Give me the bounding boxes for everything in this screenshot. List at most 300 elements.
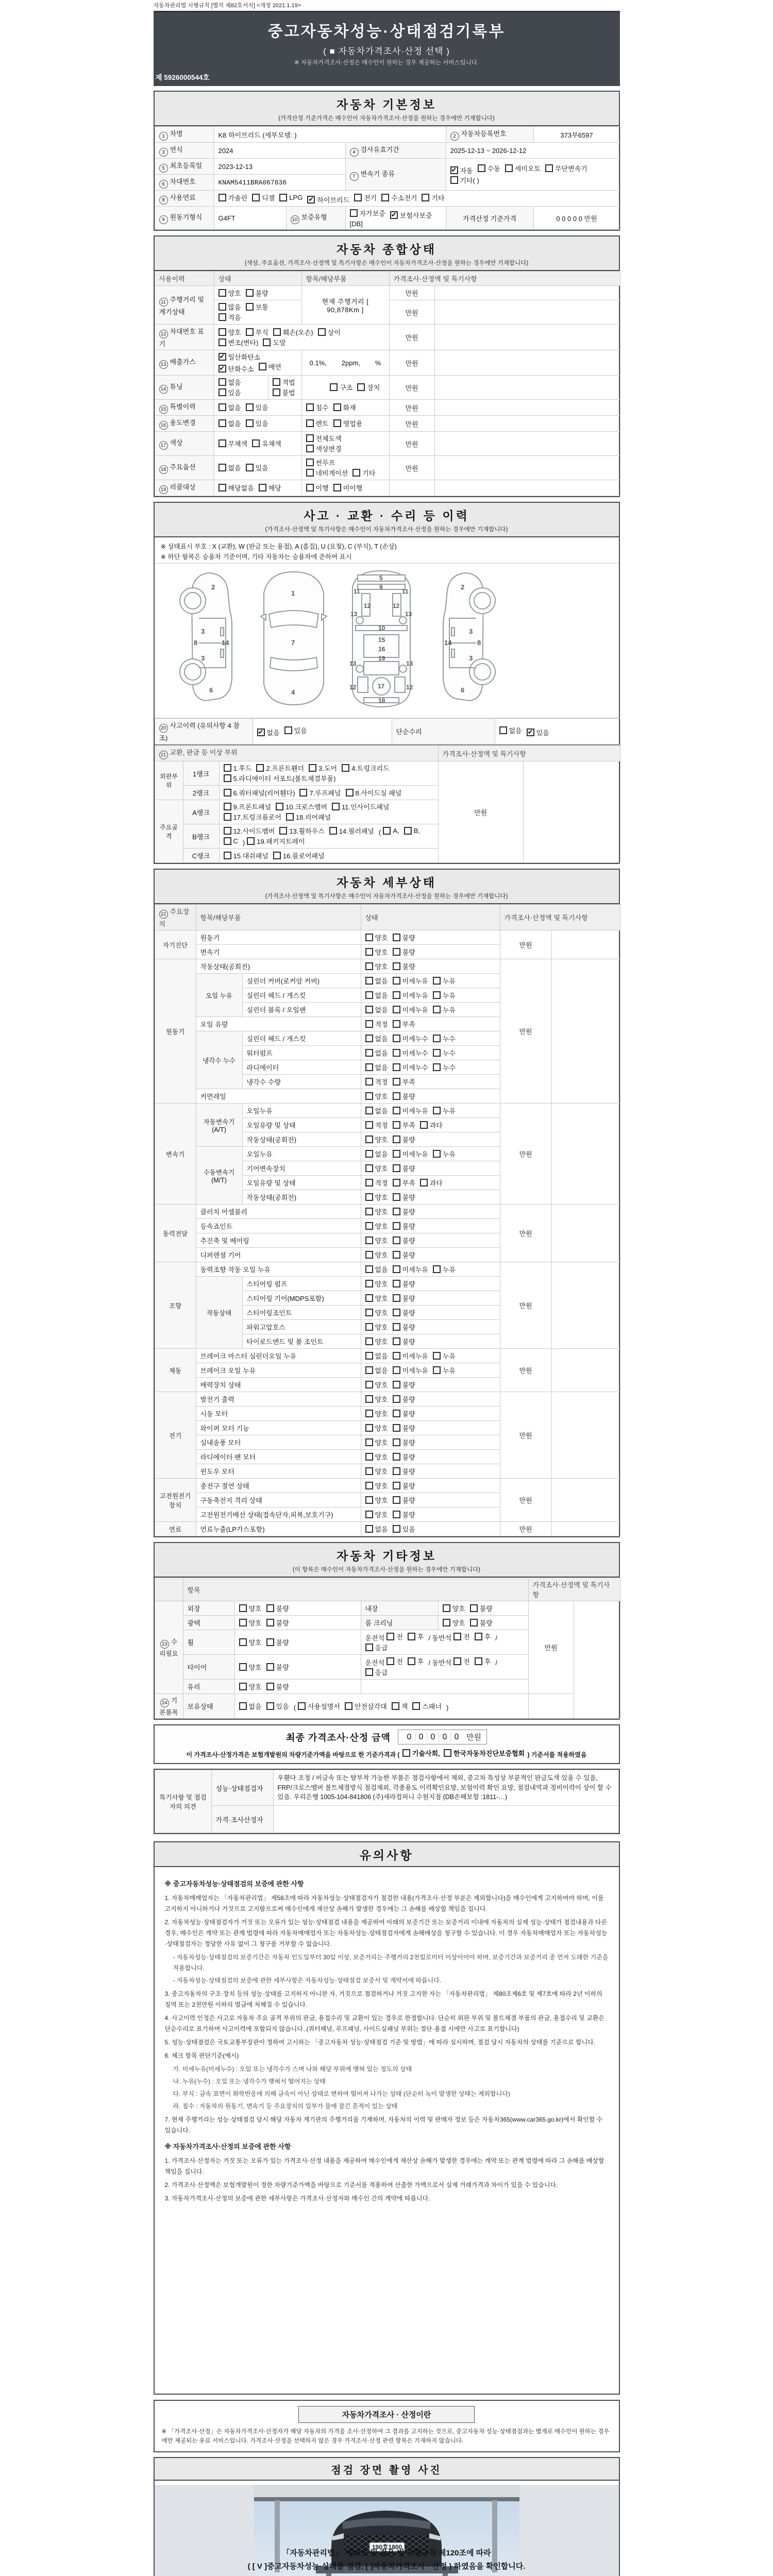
table-cell xyxy=(196,1507,361,1522)
checkbox-전[interactable] xyxy=(453,1656,470,1666)
checkbox-많음[interactable] xyxy=(219,302,241,312)
checkbox-유채색[interactable] xyxy=(252,438,281,448)
checkbox-미이행[interactable] xyxy=(333,483,363,493)
checkbox-불량[interactable] xyxy=(266,1662,289,1672)
checkbox-변조(변타)[interactable] xyxy=(219,337,259,347)
checkbox-없음[interactable] xyxy=(365,1365,388,1375)
checkbox-부족[interactable] xyxy=(393,1077,415,1087)
checkbox-불량[interactable] xyxy=(393,1235,415,1245)
table-cell xyxy=(183,1694,234,1719)
checkbox-양호[interactable] xyxy=(239,1618,262,1628)
checkbox-후[interactable] xyxy=(408,1632,424,1641)
checkbox-10.크로스멤버[interactable] xyxy=(276,802,327,811)
checkbox-매연[interactable] xyxy=(259,362,281,371)
checkbox-한국자동차진단보증협회[interactable] xyxy=(444,1748,525,1758)
checkbox-없음[interactable] xyxy=(499,725,522,735)
checkbox-전[interactable] xyxy=(386,1656,403,1666)
checkbox-label: 양호 xyxy=(375,1395,388,1403)
checkbox-양호[interactable] xyxy=(365,1235,388,1245)
svg-text:5: 5 xyxy=(379,574,383,582)
unchecked-checkbox-icon xyxy=(273,852,281,859)
checkbox-양호[interactable] xyxy=(365,961,388,971)
checkbox-불량[interactable] xyxy=(393,1380,415,1389)
checkbox-cell xyxy=(361,1075,500,1089)
checkbox-자동[interactable] xyxy=(450,165,473,175)
checkbox-양호[interactable] xyxy=(365,1192,388,1202)
table-cell xyxy=(242,1132,361,1147)
unchecked-checkbox-icon xyxy=(239,1663,247,1671)
checkbox-후[interactable] xyxy=(475,1656,491,1666)
checkbox-불량[interactable] xyxy=(393,1091,415,1101)
cell-text: B랭크 xyxy=(192,833,210,841)
table-cell xyxy=(361,1680,528,1694)
opinion-appraiser-label: 가격·조사산정자 xyxy=(211,1806,273,1833)
checkbox-불량[interactable] xyxy=(246,288,268,298)
checkbox-불량[interactable] xyxy=(266,1618,289,1628)
checkbox-양호[interactable] xyxy=(365,1279,388,1289)
checkbox-15.대쉬패널[interactable] xyxy=(224,851,268,860)
checkbox-13.휠하우스[interactable] xyxy=(279,826,324,836)
checkbox-양호[interactable] xyxy=(365,1250,388,1260)
checkbox-label: 양호 xyxy=(248,1638,262,1647)
checkbox-양호[interactable] xyxy=(365,1510,388,1519)
table-cell xyxy=(155,1262,196,1349)
cell-text: 배출가스 xyxy=(170,358,196,366)
section-comprehensive-subtitle: (색상, 주요옵션, 가격조사·산정액 및 특기사항은 매수인이 자동차가격조사·산정을 원하는 경우에만 기재합니다) xyxy=(244,260,529,266)
checkbox-cell xyxy=(361,1277,500,1291)
unchecked-checkbox-icon xyxy=(408,1657,415,1665)
notice-line: 나. 누유(누수) : 오일 또는 냉각수가 맺혀서 떨어지는 상태 xyxy=(173,2077,326,2085)
checkbox-수동[interactable] xyxy=(478,163,500,173)
checkbox-label: 부족 xyxy=(402,1078,415,1086)
checkbox-양호[interactable] xyxy=(365,1207,388,1216)
table-cell xyxy=(214,207,286,230)
checkbox-양호[interactable] xyxy=(239,1603,262,1613)
checkbox-있음[interactable] xyxy=(246,402,268,412)
unchecked-checkbox-icon xyxy=(365,1179,373,1187)
checkbox-불량[interactable] xyxy=(470,1603,493,1613)
checkbox-cell xyxy=(438,1616,528,1630)
checkbox-양호[interactable] xyxy=(365,1437,388,1447)
checkbox-렌트[interactable] xyxy=(306,418,329,428)
checkbox-전[interactable] xyxy=(386,1632,403,1641)
checkbox-화재[interactable] xyxy=(333,402,356,412)
checkbox-17.트렁크플로어[interactable] xyxy=(224,812,281,822)
checkbox-누유[interactable] xyxy=(433,1365,456,1375)
checkbox-이행[interactable] xyxy=(306,483,329,493)
checkbox-불량[interactable] xyxy=(393,1510,415,1519)
checkbox-양호[interactable] xyxy=(365,1134,388,1144)
checkbox-없음[interactable] xyxy=(365,1033,388,1043)
svg-text:8: 8 xyxy=(193,639,197,647)
checkbox-없음[interactable] xyxy=(365,1351,388,1361)
checkbox-불량[interactable] xyxy=(266,1603,289,1613)
checkbox-label: 부족 xyxy=(402,1121,415,1129)
checkbox-불량[interactable] xyxy=(393,1322,415,1332)
unchecked-checkbox-icon xyxy=(422,194,429,201)
cell-text: 변속기 종류 xyxy=(360,170,395,178)
checkbox-label: 불량 xyxy=(255,289,268,297)
checkbox-양호[interactable] xyxy=(365,1221,388,1231)
checkbox-해당[interactable] xyxy=(259,483,281,493)
checkbox-B,[interactable] xyxy=(404,827,420,835)
checkbox-무단변속기[interactable] xyxy=(545,163,587,173)
checkbox-장치[interactable] xyxy=(357,382,380,392)
cell-text: 차명 xyxy=(170,130,183,138)
checkbox-있음[interactable] xyxy=(246,418,268,428)
checkbox-과다[interactable] xyxy=(420,1178,443,1188)
checkbox-미세누유[interactable] xyxy=(393,976,428,986)
checkbox-불량[interactable] xyxy=(470,1618,493,1628)
checkbox-cell xyxy=(214,300,301,325)
checkbox-양호[interactable] xyxy=(365,1163,388,1173)
checkbox-후[interactable] xyxy=(408,1656,424,1666)
checkbox-label: 이행 xyxy=(315,484,329,492)
checkbox-불법[interactable] xyxy=(273,387,295,397)
unchecked-checkbox-icon xyxy=(239,1638,247,1646)
checkbox-구조[interactable] xyxy=(330,382,352,392)
checkbox-label: 후 xyxy=(417,1658,424,1666)
table-cell xyxy=(533,127,620,143)
checkbox-누유[interactable] xyxy=(433,1351,456,1361)
unchecked-checkbox-icon xyxy=(420,1179,428,1187)
unchecked-checkbox-icon xyxy=(246,289,254,297)
checkbox-양호[interactable] xyxy=(365,1336,388,1346)
unchecked-checkbox-icon xyxy=(393,1092,400,1100)
checkbox-부족[interactable] xyxy=(393,1178,415,1188)
checkbox-양호[interactable] xyxy=(365,1423,388,1433)
checkbox-불량[interactable] xyxy=(393,947,415,957)
checkbox-cell xyxy=(361,1104,500,1118)
checkbox-19.패키지트레이[interactable] xyxy=(247,836,305,846)
checkbox-상이[interactable] xyxy=(318,327,341,337)
checkbox-양호[interactable] xyxy=(365,947,388,957)
circled-number: 23 xyxy=(160,1640,169,1649)
checkbox-스패너[interactable] xyxy=(412,1701,442,1711)
checkbox-적정[interactable] xyxy=(365,1120,388,1130)
unchecked-checkbox-icon xyxy=(219,484,226,492)
checkbox-불량[interactable] xyxy=(393,1134,415,1144)
checkbox-적법[interactable] xyxy=(273,377,295,387)
checkbox-12.사이드멤버[interactable] xyxy=(224,826,275,836)
notice-line: 4. 사고이력 인정은 사고로 자동차 주요 골격 부위의 판금, 용접수리 및 교환이 있는 경우로 한정합니다. 단순히 외판 부위 및 볼트체결 부품의 판금, 용접수리 및 교환은 단순수리로 표기하며 사고이력에 포함되지 않습니다. (쿼터패널, 루프패널, 사이드실패널 부위는 절단·용접 시에만 사고로 표기합니다) xyxy=(164,2014,605,2032)
checkbox-누유[interactable] xyxy=(433,990,456,1000)
unchecked-checkbox-icon xyxy=(393,1337,400,1345)
checkbox-없음[interactable] xyxy=(239,1701,262,1711)
checkbox-없음[interactable] xyxy=(365,1264,388,1274)
checkbox-불량[interactable] xyxy=(393,1466,415,1476)
checkbox-적정[interactable] xyxy=(365,1019,388,1029)
table-cell xyxy=(242,1190,361,1205)
checkbox-18.리어패널[interactable] xyxy=(286,812,331,822)
checkbox-양호[interactable] xyxy=(365,1380,388,1389)
checkbox-양호[interactable] xyxy=(365,1495,388,1505)
checkbox-부식[interactable] xyxy=(246,327,268,337)
checkbox-16.플로어패널[interactable] xyxy=(273,851,325,860)
checkbox-label: 5.라디에이터 서포트(볼트체결부품) xyxy=(233,775,336,783)
checked-checkbox-icon: ✔ xyxy=(257,728,265,736)
checkbox-양호[interactable] xyxy=(365,1452,388,1462)
checkbox-양호[interactable] xyxy=(365,1481,388,1490)
checkbox-있음[interactable] xyxy=(246,463,268,472)
checkbox-네비게이션[interactable] xyxy=(306,468,348,478)
checkbox-양호[interactable] xyxy=(239,1662,262,1672)
checkbox-색상변경[interactable] xyxy=(306,444,342,453)
checkbox-없음[interactable] xyxy=(365,1048,388,1058)
checkbox-안전삼각대[interactable] xyxy=(345,1701,387,1711)
cell-text: 실린더 헤드 / 개스킷 xyxy=(246,992,306,999)
table-cell xyxy=(196,1363,361,1378)
table-cell xyxy=(183,1655,234,1680)
unchecked-checkbox-icon xyxy=(365,1366,373,1374)
checkbox-적정[interactable] xyxy=(365,1077,388,1087)
amount-digit: 0 xyxy=(439,1733,450,1742)
checkbox-불량[interactable] xyxy=(393,1409,415,1418)
checkbox-C[interactable] xyxy=(224,837,238,845)
table-cell xyxy=(389,286,434,300)
checkbox-미세누유[interactable] xyxy=(393,1106,428,1115)
checked-checkbox-icon: ✔ xyxy=(450,166,458,174)
checkbox-양호[interactable] xyxy=(365,1293,388,1303)
checkbox-양호[interactable] xyxy=(219,288,241,298)
unchecked-checkbox-icon xyxy=(365,1236,373,1244)
checkbox-없음[interactable] xyxy=(365,1524,388,1534)
checkbox-양호[interactable] xyxy=(365,1308,388,1317)
checkbox-불량[interactable] xyxy=(393,1250,415,1260)
checkbox-누유[interactable] xyxy=(433,1264,456,1274)
checkbox-있음[interactable] xyxy=(527,727,549,737)
checkbox-사용설명서[interactable] xyxy=(298,1701,340,1711)
checkbox-기타[interactable] xyxy=(352,468,375,478)
checkbox-과다[interactable] xyxy=(420,1120,443,1130)
final-price-amount xyxy=(398,1730,487,1744)
checkbox-LPG[interactable] xyxy=(279,194,303,201)
checkbox-누유[interactable] xyxy=(433,1005,456,1014)
checkbox-8.사이드실 패널[interactable] xyxy=(346,788,402,798)
checkbox-3.도어[interactable] xyxy=(309,763,337,773)
cell-text: 냉각수 누수 xyxy=(203,1057,236,1064)
checkbox-없음[interactable] xyxy=(365,1062,388,1072)
checkbox-미세누유[interactable] xyxy=(393,990,428,1000)
checkbox-기타[interactable] xyxy=(422,193,444,202)
checkbox-미세누수[interactable] xyxy=(393,1048,428,1058)
cell-text: 연료누출(LP가스포함) xyxy=(200,1526,265,1533)
checkbox-불량[interactable] xyxy=(393,1481,415,1490)
checkbox-불량[interactable] xyxy=(266,1682,289,1691)
checkbox-양호[interactable] xyxy=(239,1682,262,1691)
checkbox-침수[interactable] xyxy=(306,402,329,412)
checkbox-불량[interactable] xyxy=(393,961,415,971)
checkbox-자가보증[interactable] xyxy=(350,208,385,218)
checkbox-수소전기[interactable] xyxy=(381,193,417,202)
checkbox-누유[interactable] xyxy=(433,1106,456,1115)
checkbox-cell xyxy=(361,1190,500,1205)
checkbox-누유[interactable] xyxy=(433,1149,456,1159)
cell-text: 최초등록일 xyxy=(170,162,203,170)
checkbox-label: 없음 xyxy=(266,729,280,737)
checkbox-없음[interactable] xyxy=(365,1149,388,1159)
checkbox-불량[interactable] xyxy=(393,1495,415,1505)
checkbox-불량[interactable] xyxy=(393,1437,415,1447)
checkbox-영업용[interactable] xyxy=(333,418,363,428)
checkbox-불량[interactable] xyxy=(393,1221,415,1231)
checkbox-cell xyxy=(361,1363,500,1378)
checkbox-도말[interactable] xyxy=(263,337,285,347)
checkbox-불량[interactable] xyxy=(393,1308,415,1317)
checkbox-양호[interactable] xyxy=(365,1091,388,1101)
checkbox-응급[interactable] xyxy=(365,1642,388,1652)
checkbox-잭[interactable] xyxy=(392,1701,408,1711)
checkbox-세미오토[interactable] xyxy=(505,163,541,173)
checkbox-양호[interactable] xyxy=(443,1618,465,1628)
checkbox-썬루프[interactable] xyxy=(306,457,335,467)
checkbox-없음[interactable] xyxy=(365,990,388,1000)
table-cell xyxy=(434,376,620,400)
unchecked-checkbox-icon xyxy=(393,1424,400,1432)
checkbox-미세누유[interactable] xyxy=(393,1264,428,1274)
checkbox-미세누유[interactable] xyxy=(393,1351,428,1361)
checkbox-6.쿼터패널(리어휀다)[interactable] xyxy=(224,788,295,798)
checkbox-기술사회[interactable] xyxy=(402,1748,440,1758)
checkbox-label: 보험사보증 xyxy=(399,212,432,219)
checkbox-14.필러패널[interactable] xyxy=(329,826,374,836)
checkbox-불량[interactable] xyxy=(266,1637,289,1647)
checkbox-보통[interactable] xyxy=(246,302,268,312)
checkbox-9.프론트패널[interactable] xyxy=(224,802,272,811)
checkbox-불량[interactable] xyxy=(393,1394,415,1404)
checkbox-양호[interactable] xyxy=(365,1466,388,1476)
checkbox-양호[interactable] xyxy=(219,327,241,337)
checkbox-전기[interactable] xyxy=(354,193,377,202)
table-cell xyxy=(500,1262,551,1349)
checkbox-불량[interactable] xyxy=(393,1336,415,1346)
checkbox-적정[interactable] xyxy=(365,1178,388,1188)
checkbox-불량[interactable] xyxy=(393,1192,415,1202)
checkbox-해당없음[interactable] xyxy=(219,483,254,493)
checkbox-없음[interactable] xyxy=(365,1106,388,1115)
checkbox-있음[interactable] xyxy=(393,1524,415,1534)
checkbox-label: 양호 xyxy=(248,1683,262,1691)
checkbox-없음[interactable] xyxy=(219,402,241,412)
checkbox-cell xyxy=(361,1233,500,1248)
checkbox-누유[interactable] xyxy=(433,976,456,986)
checkbox-일산화탄소[interactable] xyxy=(219,352,261,362)
checkbox-미세누유[interactable] xyxy=(393,1005,428,1014)
checkbox-디젤[interactable] xyxy=(252,193,275,202)
cell-text: 상태 xyxy=(365,914,378,922)
checkbox-누수[interactable] xyxy=(433,1048,456,1058)
checkbox-없음[interactable] xyxy=(219,418,241,428)
checkbox-없음[interactable] xyxy=(365,976,388,986)
notice-line: 라. 침수 : 자동차의 원동기, 변속기 등 주요장치의 일부가 물에 잠긴 흔적이 있는 상태 xyxy=(173,2102,398,2110)
cell-text: 사용연료 xyxy=(170,194,196,201)
checkbox-불량[interactable] xyxy=(393,1279,415,1289)
checkbox-하이브리드[interactable] xyxy=(307,195,349,205)
checkbox-양호[interactable] xyxy=(365,933,388,942)
checkbox-양호[interactable] xyxy=(365,1409,388,1418)
checkbox-5.라디에이터 서포트(볼트체결부품)[interactable] xyxy=(224,773,336,783)
checkbox-적음[interactable] xyxy=(219,312,241,322)
checkbox-양호[interactable] xyxy=(365,1322,388,1332)
checkbox-없음[interactable] xyxy=(365,1005,388,1014)
unchecked-checkbox-icon xyxy=(306,434,314,442)
unchecked-checkbox-icon xyxy=(365,1006,373,1013)
checkbox-4.트렁크리드[interactable] xyxy=(342,763,390,773)
checkbox-없음[interactable] xyxy=(219,463,241,472)
checkbox-누수[interactable] xyxy=(433,1062,456,1072)
cell-text: 수리필요 xyxy=(159,1638,178,1657)
checkbox-2.프론트휀더[interactable] xyxy=(256,763,304,773)
checkbox-있음[interactable] xyxy=(266,1701,289,1711)
checkbox-있음[interactable] xyxy=(284,725,307,735)
checkbox-보험사보증[interactable] xyxy=(390,210,432,220)
checkbox-가솔린[interactable] xyxy=(219,193,248,202)
cell-text: 검사유효기간 xyxy=(360,146,399,154)
checkbox-양호[interactable] xyxy=(239,1637,262,1647)
checkbox-미세누수[interactable] xyxy=(393,1062,428,1072)
checkbox-탄화수소[interactable] xyxy=(219,364,254,374)
table-cell xyxy=(446,127,533,143)
checkbox-불량[interactable] xyxy=(393,933,415,942)
checkbox-부족[interactable] xyxy=(393,1120,415,1130)
unchecked-checkbox-icon xyxy=(392,1702,399,1710)
checkbox-label: 미세누유 xyxy=(402,1265,428,1274)
cell-text: 실린더 커버(로커암 커버) xyxy=(246,977,320,985)
checkbox-cell xyxy=(345,207,446,230)
unchecked-checkbox-icon xyxy=(365,1511,373,1518)
cell-text: 2024 xyxy=(218,146,233,155)
checkbox-전[interactable] xyxy=(453,1632,470,1641)
checkbox-전체도색[interactable] xyxy=(306,433,342,443)
unchecked-checkbox-icon xyxy=(478,164,485,172)
checkbox-cell xyxy=(361,1464,500,1479)
table-cell xyxy=(196,959,361,974)
checkbox-불량[interactable] xyxy=(393,1163,415,1173)
checkbox-양호[interactable] xyxy=(365,1394,388,1404)
checkbox-불량[interactable] xyxy=(393,1293,415,1303)
cell-text: 0.1%, 2ppm, % xyxy=(309,359,381,367)
checkbox-cell xyxy=(361,1655,528,1680)
checkbox-응급[interactable] xyxy=(365,1667,388,1677)
checkbox-label: 매연 xyxy=(268,363,281,371)
table-cell xyxy=(155,1601,183,1694)
unchecked-checkbox-icon xyxy=(365,1265,373,1273)
checkbox-미세누유[interactable] xyxy=(393,1365,428,1375)
checkbox-후[interactable] xyxy=(475,1632,491,1641)
checkbox-미세누수[interactable] xyxy=(393,1033,428,1043)
checkbox-없음[interactable] xyxy=(257,727,280,737)
checkbox-1.후드[interactable] xyxy=(224,763,252,773)
unchecked-checkbox-icon xyxy=(365,1668,373,1676)
table-cell xyxy=(155,719,253,744)
checkbox-기타( )[interactable] xyxy=(450,175,479,185)
checkbox-양호[interactable] xyxy=(443,1603,465,1613)
checkbox-훼손(오손)[interactable] xyxy=(273,327,313,337)
checkbox-부족[interactable] xyxy=(393,1019,415,1029)
checkbox-무채색[interactable] xyxy=(219,438,248,448)
checkbox-불량[interactable] xyxy=(393,1423,415,1433)
checkbox-A,[interactable] xyxy=(383,827,399,835)
checkbox-누수[interactable] xyxy=(433,1033,456,1043)
checkbox-11.인사이드패널[interactable] xyxy=(332,802,389,811)
checkbox-있음[interactable] xyxy=(219,387,241,397)
checkbox-미세누유[interactable] xyxy=(393,1149,428,1159)
checkbox-불량[interactable] xyxy=(393,1207,415,1216)
checkbox-cell xyxy=(361,1349,500,1363)
checkbox-불량[interactable] xyxy=(393,1452,415,1462)
checkbox-없음[interactable] xyxy=(219,377,241,387)
checkbox-7.루프패널[interactable] xyxy=(299,788,341,798)
